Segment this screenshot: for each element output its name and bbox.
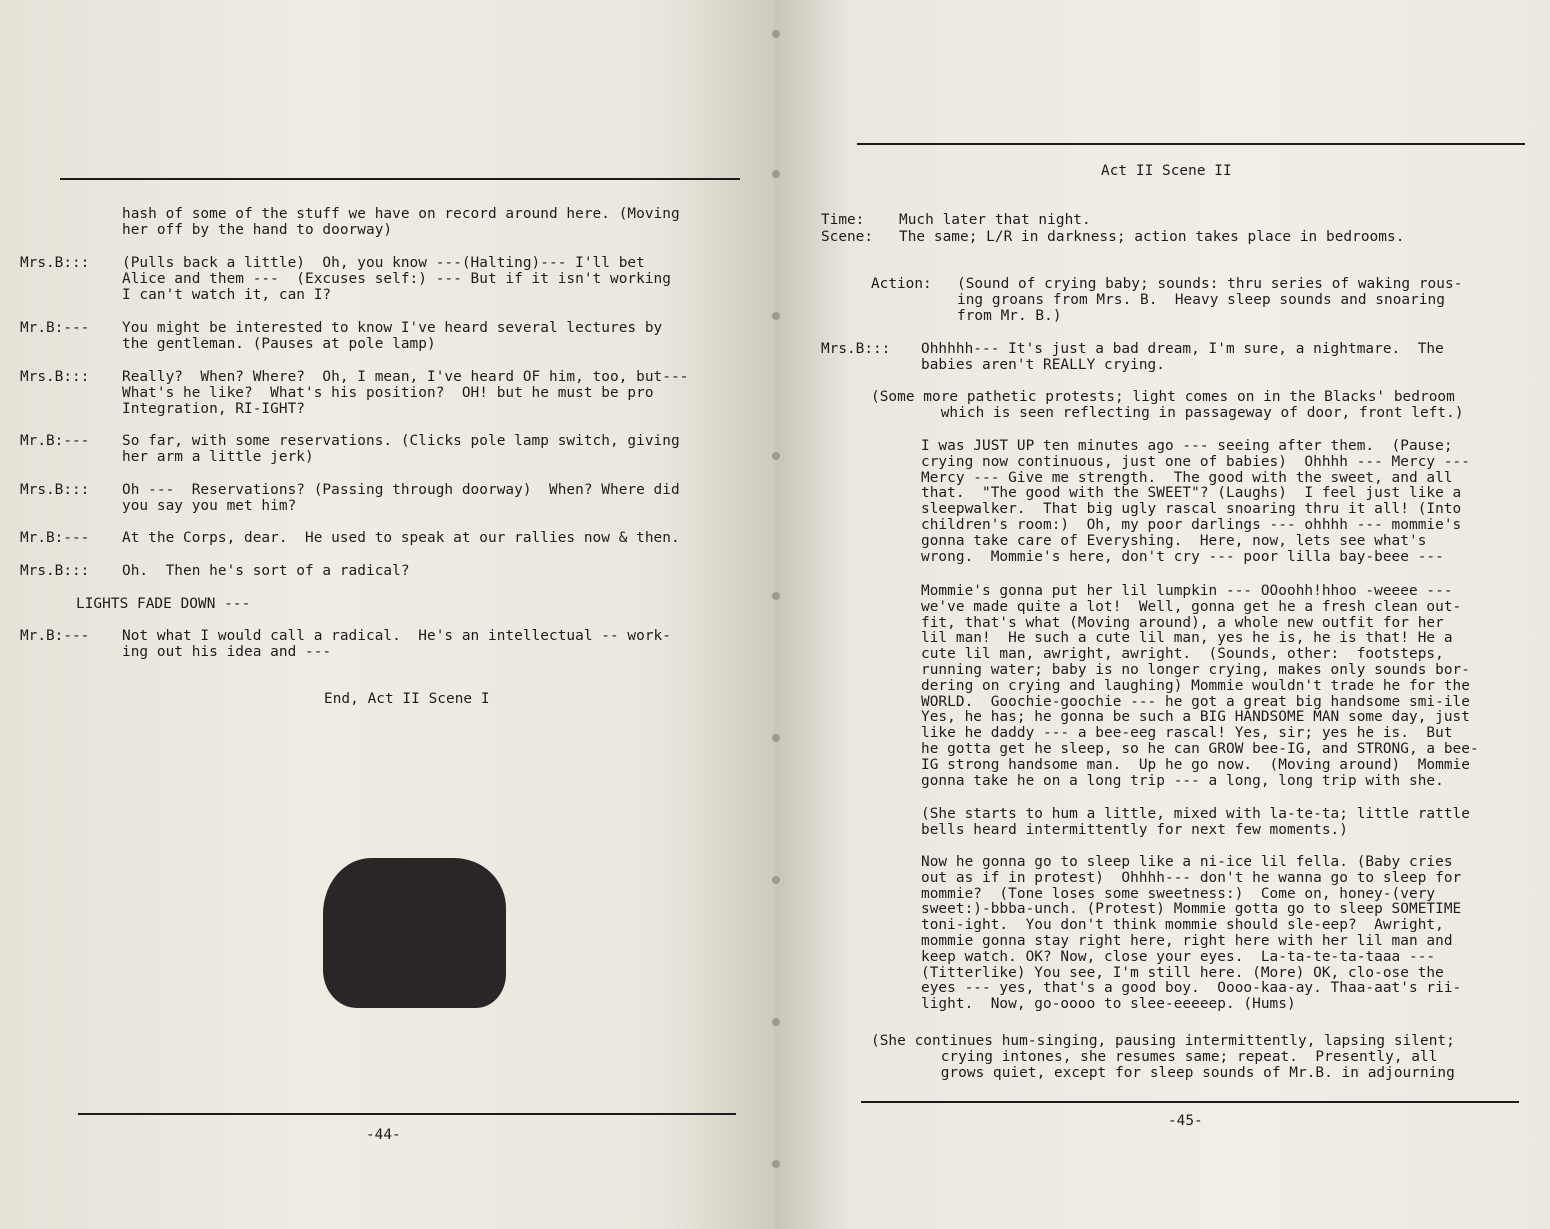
scene-end: End, Act II Scene I: [324, 691, 490, 707]
scene-text: The same; L/R in darkness; action takes place in bedrooms.: [899, 229, 1405, 245]
dialogue-line: Oh --- Reservations? (Passing through doorway) When? Where did you say you met him?: [122, 482, 680, 514]
dialogue-paragraph: Now he gonna go to sleep like a ni-ice lil fella. (Baby cries out as if in protest) Ohhhh--- don't he wanna go to sleep for mommie? (Tone loses some sweetness:) Come on, honey-(very sweet:)-bbba-unch. (Protest) Mommie gotta go to sleep SOMETIME toni-ight. You don't think mommie should sle-eep? Awright, mommie gonna stay right here, right here with her lil man and keep watch. OK? Now, close your eyes. La-ta-te-ta-taaa --- (Titterlike) You see, I'm still here. (More) OK, clo-ose the eyes --- yes, that's a good boy. Oooo-kaa-ay. Thaa-aat's rii- light. Now, go-oooo to slee-eeeeep. (Hums): [921, 854, 1462, 1013]
page-number: -45-: [1168, 1113, 1203, 1129]
speaker-label: Mrs.B:::: [20, 369, 90, 385]
binding-hole: [772, 452, 780, 460]
stage-direction: LIGHTS FADE DOWN ---: [76, 596, 251, 612]
speaker-label: Mrs.B:::: [20, 563, 90, 579]
speaker-label: Mr.B:---: [20, 530, 90, 546]
action-label: Action:: [871, 276, 932, 292]
time-label: Time:: [821, 212, 865, 228]
speaker-label: Mrs.B:::: [821, 341, 891, 357]
page-number: -44-: [366, 1127, 401, 1143]
speaker-label: Mrs.B:::: [20, 255, 90, 271]
binding-hole: [772, 170, 780, 178]
action-text: (Sound of crying baby; sounds: thru series of waking rous- ing groans from Mrs. B. Heavy sleep sounds and snoaring from Mr. B.): [957, 276, 1463, 324]
dialogue-line: At the Corps, dear. He used to speak at our rallies now & then.: [122, 530, 680, 546]
right-page: [775, 0, 1550, 1229]
dialogue-line: Oh. Then he's sort of a radical?: [122, 563, 410, 579]
stage-direction: (She starts to hum a little, mixed with la-te-ta; little rattle bells heard intermittently for next few moments.): [921, 806, 1470, 838]
binding-hole: [772, 734, 780, 742]
dialogue-continuation: hash of some of the stuff we have on record around here. (Moving her off by the hand to doorway): [122, 206, 680, 238]
dialogue-paragraph: I was JUST UP ten minutes ago --- seeing after them. (Pause; crying now continuous, just one of babies) Ohhhh --- Mercy --- Mercy --- Give me strength. The good with the sweet, and all that. "The good with the SWEET"? (Laughs) I feel just like a sleepwalker. That big ugly rascal snoaring thru it all! (Into children's room:) Oh, my poor darlings --- ohhhh --- mommie's gonna take care of Everyshing. Here, now, lets see what's wrong. Mommie's here, don't cry --- poor lilla bay-beee ---: [921, 438, 1470, 565]
binding-hole: [772, 1160, 780, 1168]
dialogue-paragraph: Mommie's gonna put her lil lumpkin --- OOoohh!hhoo -weeee --- we've made quite a lot! Well, gonna get he a fresh clean out- fit, that's what (Moving around), a whole new outfit for her lil man! He such a cute lil man, yes he is, he is that! He a cute lil man, awright, awright. (Sounds, other: footsteps, running water; baby is no longer crying, makes only sounds bor- dering on crying and laughing) Mommie wouldn't trade he for the WORLD. Goochie-goochie --- he got a great big handsome smi-ile Yes, he has; he gonna be such a BIG HANDSOME MAN some day, just like he daddy --- a bee-eeg rascal! Yes, sir; yes he is. But he gotta get he sleep, so he can GROW bee-IG, and STRONG, a bee- IG strong handsome man. Up he go now. (Moving around) Mommie gonna take he on a long trip --- a long, long trip with she.: [921, 583, 1479, 789]
speaker-label: Mr.B:---: [20, 433, 90, 449]
dialogue-line: So far, with some reservations. (Clicks pole lamp switch, giving her arm a little jerk): [122, 433, 680, 465]
top-rule: [60, 178, 740, 180]
binding-hole: [772, 876, 780, 884]
dialogue-line: Not what I would call a radical. He's an intellectual -- work- ing out his idea and ---: [122, 628, 671, 660]
dialogue-line: You might be interested to know I've heard several lectures by the gentleman. (Pauses at pole lamp): [122, 320, 663, 352]
stage-direction: (Some more pathetic protests; light comes on in the Blacks' bedroom which is seen reflecting in passageway of door, front left.): [871, 389, 1464, 421]
speaker-label: Mrs.B:::: [20, 482, 90, 498]
speaker-label: Mr.B:---: [20, 628, 90, 644]
dialogue-line: Ohhhhh--- It's just a bad dream, I'm sure, a nightmare. The babies aren't REALLY crying.: [921, 341, 1444, 373]
scene-title: Act II Scene II: [1101, 163, 1232, 179]
redaction-mark: [323, 858, 506, 1008]
scene-label: Scene:: [821, 229, 873, 245]
time-text: Much later that night.: [899, 212, 1091, 228]
stage-direction: (She continues hum-singing, pausing intermittently, lapsing silent; crying intones, she resumes same; repeat. Presently, all grows quiet, except for sleep sounds of Mr.B. in adjourning: [871, 1033, 1455, 1081]
dialogue-line: Really? When? Where? Oh, I mean, I've heard OF him, too, but--- What's he like? What's his position? OH! but he must be pro Integration, RI-IGHT?: [122, 369, 689, 417]
binding-hole: [772, 592, 780, 600]
dialogue-line: (Pulls back a little) Oh, you know ---(Halting)--- I'll bet Alice and them --- (Excuses self:) --- But if it isn't working I can't watch it, can I?: [122, 255, 671, 303]
binding-hole: [772, 1018, 780, 1026]
speaker-label: Mr.B:---: [20, 320, 90, 336]
binding-hole: [772, 312, 780, 320]
bottom-rule: [78, 1113, 736, 1115]
binding-hole: [772, 30, 780, 38]
top-rule: [857, 143, 1525, 145]
spiral-binding: [770, 0, 782, 1229]
bottom-rule: [861, 1101, 1519, 1103]
